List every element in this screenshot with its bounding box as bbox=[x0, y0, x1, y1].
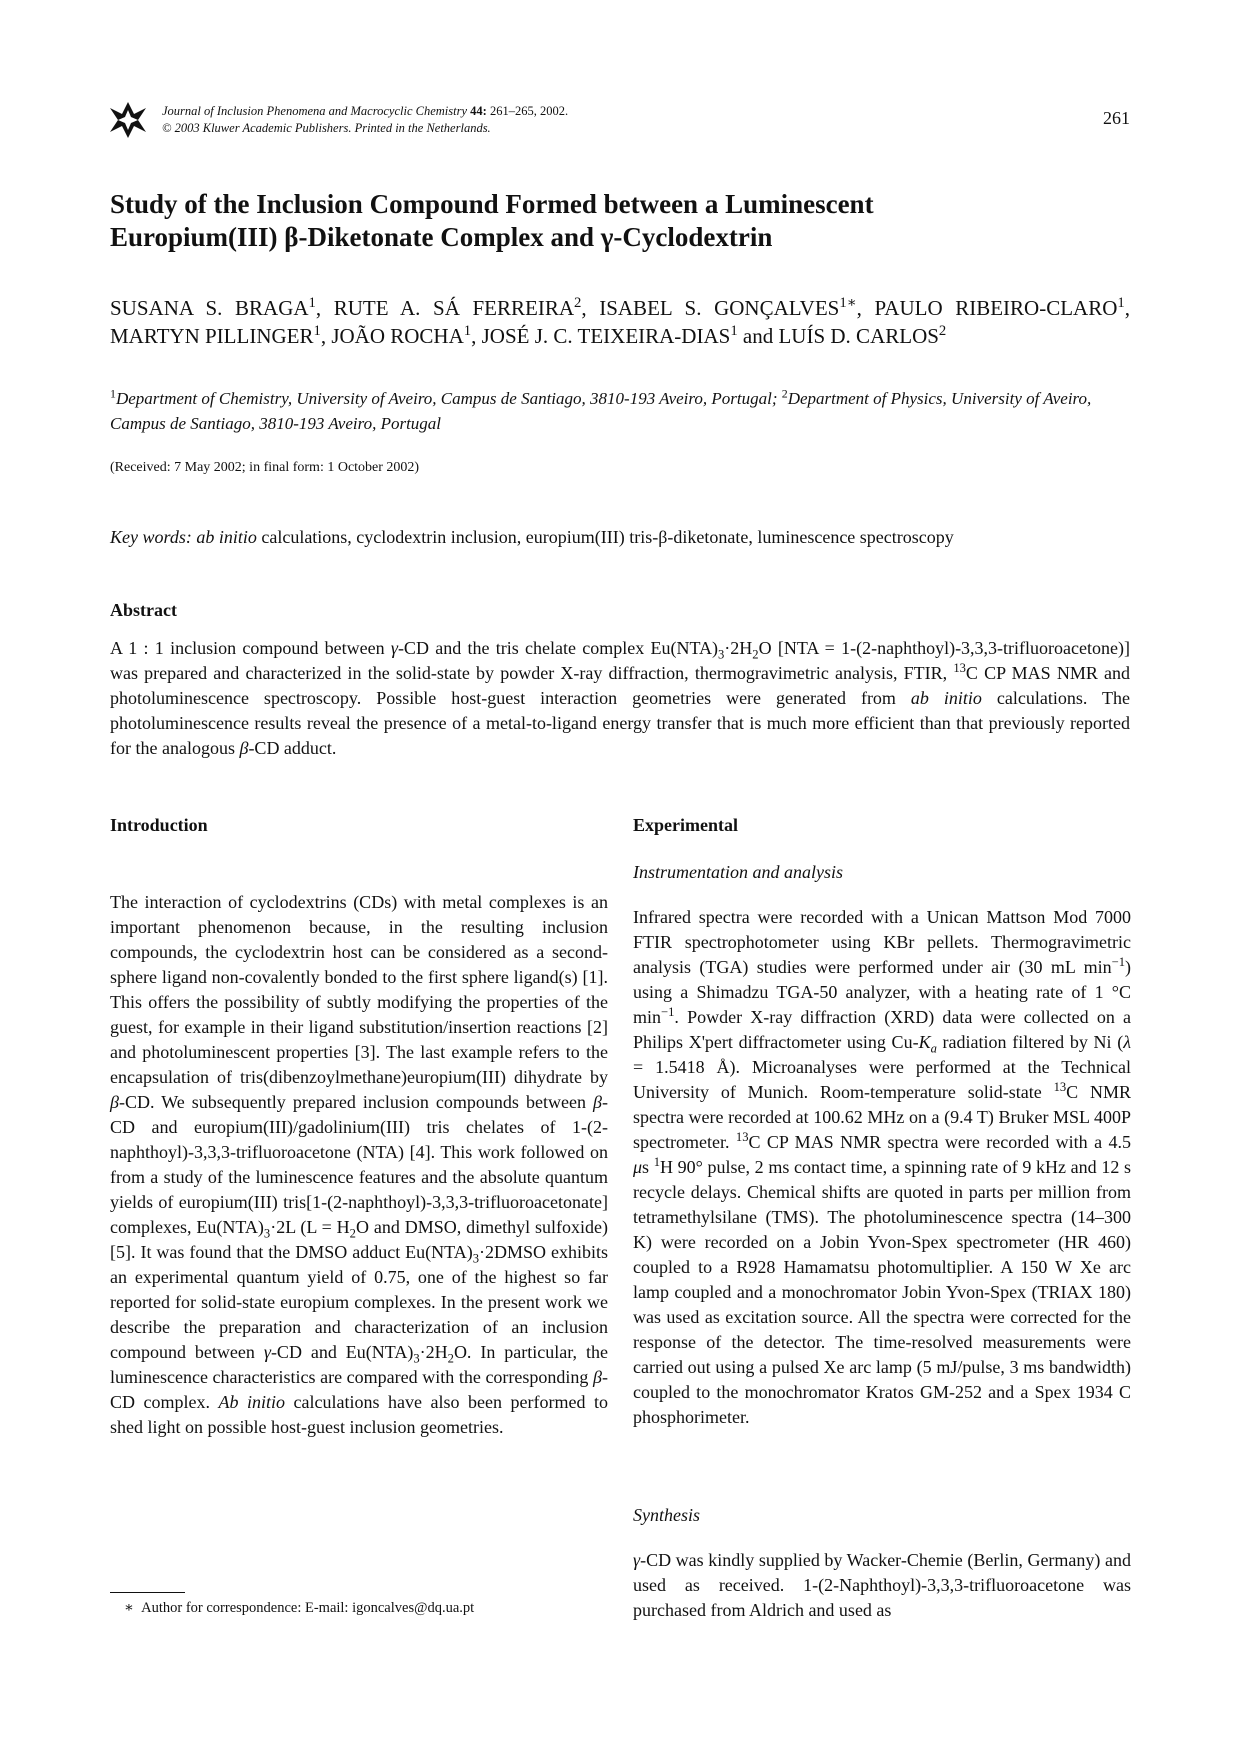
footnote-text: Author for correspondence: E-mail: igoncalves@dq.ua.pt bbox=[141, 1600, 475, 1616]
journal-name: Journal of Inclusion Phenomena and Macrocyclic Chemistry bbox=[162, 104, 468, 118]
article-title bbox=[110, 188, 1110, 254]
journal-pages: 261–265, 2002. bbox=[489, 104, 569, 118]
title-line-2: Europium(III) β-Diketonate Complex and γ-Cyclodextrin bbox=[110, 222, 773, 252]
abstract-text: A 1 : 1 inclusion compound between γ-CD and the tris chelate complex $Eu(NTA)_3\cdot 2H_2O$ [NTA = 1-(2-naphthoyl)-3,3,3-trifluoroacetone)] was prepared and characterized in the solid-state by powder X-ray diffraction, thermogravimetric analysis, FTIR, $^{13}$C CP MAS NMR and photoluminescence spectroscopy. Possible host-guest interaction geometries were generated from ab initio calculations. The photoluminescence results reveal the presence of a metal-to-ligand energy transfer that is much more efficient than that previously reported for the analogous β-CD adduct. bbox=[110, 638, 1130, 758]
synthesis-text: γ-CD was kindly supplied by Wacker-Chemie (Berlin, Germany) and used as received. 1-(2-Naphthoyl)-3,3,3-trifluoroacetone was purchased from Aldrich and used as bbox=[633, 1550, 1131, 1620]
synthesis-heading: Synthesis bbox=[633, 1505, 700, 1525]
introduction-heading: Introduction bbox=[110, 815, 208, 835]
keywords-text: calculations, cyclodextrin inclusion, europium(III) tris-β-diketonate, luminescence spectroscopy bbox=[261, 527, 954, 547]
received-dates: (Received: 7 May 2002; in final form: 1 October 2002) bbox=[110, 460, 420, 475]
experimental-heading: Experimental bbox=[633, 815, 738, 835]
publisher-logo-icon bbox=[108, 100, 148, 140]
page-number: 261 bbox=[1103, 108, 1130, 128]
instrumentation-text: Infrared spectra were recorded with a Unican Mattson Mod 7000 FTIR spectrophotometer using KBr pellets. Thermogravimetric analysis (TGA) studies were performed under air (30 mL $\min^{-1}$) using a Shimadzu TGA-50 analyzer, with a heating rate of 1 °C $\min^{-1}$. Powder X-ray diffraction (XRD) data were collected on a Philips X'pert diffractometer using $Cu-K_a$ radiation filtered by Ni (λ = 1.5418 Å). Microanalyses were performed at the Technical University of Munich. Room-temperature solid-state $^{13}$C NMR spectra were recorded at 100.62 MHz on a (9.4 T) Bruker MSL 400P spectrometer. $^{13}$C CP MAS NMR spectra were recorded with a 4.5 μs $^1$H 90° pulse, 2 ms contact time, a spinning rate of 9 kHz and 12 s recycle delays. Chemical shifts are quoted in parts per million from tetramethylsilane (TMS). The photoluminescence spectra (14–300 K) were recorded on a Jobin Yvon-Spex spectrometer (HR 460) coupled to a R928 Hamamatsu photomultiplier. A 150 W Xe arc lamp coupled and a monochromator Jobin Yvon-Spex (TRIAX 180) was used as excitation source. All the spectra were corrected for the response of the detector. The time-resolved measurements were carried out using a pulsed Xe arc lamp (5 mJ/pulse, 3 ms bandwidth) coupled to the monochromator Kratos GM-252 and a Spex 1934 C phosphorimeter. bbox=[633, 907, 1132, 1427]
abstract-heading: Abstract bbox=[110, 600, 177, 620]
introduction-text: The interaction of cyclodextrins (CDs) with metal complexes is an important phenomenon because, in the resulting inclusion compounds, the cyclodextrin host can be considered as a second-sphere ligand non-covalently bonded to the first sphere ligand(s) [1]. This offers the possibility of subtly modifying the properties of the guest, for example in their ligand substitution/insertion reactions [2] and photoluminescent properties [3]. The last example refers to the encapsulation of tris(dibenzoylmethane)europium(III) dihydrate by β-CD. We subsequently prepared inclusion compounds between β-CD and europium(III)/gadolinium(III) tris chelates of 1-(2-naphthoyl)-3,3,3-trifluoroacetone (NTA) [4]. This work followed on from a study of the luminescence features and the absolute quantum yields of europium(III) tris[1-(2-naphthoyl)-3,3,3-trifluoroacetonate] complexes, $Eu(NTA)_3\cdot 2L$ ($L = H_2O$ and DMSO, dimethyl sulfoxide) [5]. It was found that the DMSO adduct $Eu(NTA)_3\cdot 2DMSO$ exhibits an experimental quantum yield of 0.75, one of the highest so far reported for solid-state europium complexes. In the present work we describe the preparation and characterization of an inclusion compound between γ-CD and $Eu(NTA)_3\cdot 2H_2O$. In particular, the luminescence characteristics are compared with the corresponding β-CD complex. Ab initio calculations have also been performed to shed light on possible host-guest inclusion geometries. bbox=[110, 892, 609, 1437]
footnote bbox=[124, 1600, 474, 1617]
journal-copyright: © 2003 Kluwer Academic Publishers. Printed in the Netherlands. bbox=[162, 121, 491, 135]
keywords bbox=[110, 525, 1140, 549]
affiliations: $^1$Department of Chemistry, University of Aveiro, Campus de Santiago, 3810-193 Aveiro, Portugal; $^2$Department of Physics, University of Aveiro, Campus de Santiago, 3810-193 Aveiro, Portugal bbox=[110, 386, 1092, 433]
journal-citation bbox=[162, 103, 568, 137]
title-line-1: Study of the Inclusion Compound Formed between a Luminescent bbox=[110, 189, 874, 219]
keywords-italic: ab initio bbox=[196, 527, 257, 547]
footnote-mark: ∗ bbox=[124, 1600, 142, 1616]
footnote-rule bbox=[110, 1592, 185, 1593]
journal-volume: 44: bbox=[470, 104, 487, 118]
keywords-label: Key words: bbox=[110, 527, 192, 547]
instrumentation-heading: Instrumentation and analysis bbox=[633, 862, 843, 882]
author-list: SUSANA S. BRAGA$^1$, RUTE A. SÁ FERREIRA$^2$, ISABEL S. $GONÇALVES^{1∗}$, PAULO RIBEIRO-CLARO$^1$, MARTYN PILLINGER$^1$, JOÃO ROCHA$^1$, JOSÉ J. C. TEIXEIRA-DIAS$^1$ and LUÍS D. CARLOS$^2$ bbox=[110, 295, 1130, 348]
